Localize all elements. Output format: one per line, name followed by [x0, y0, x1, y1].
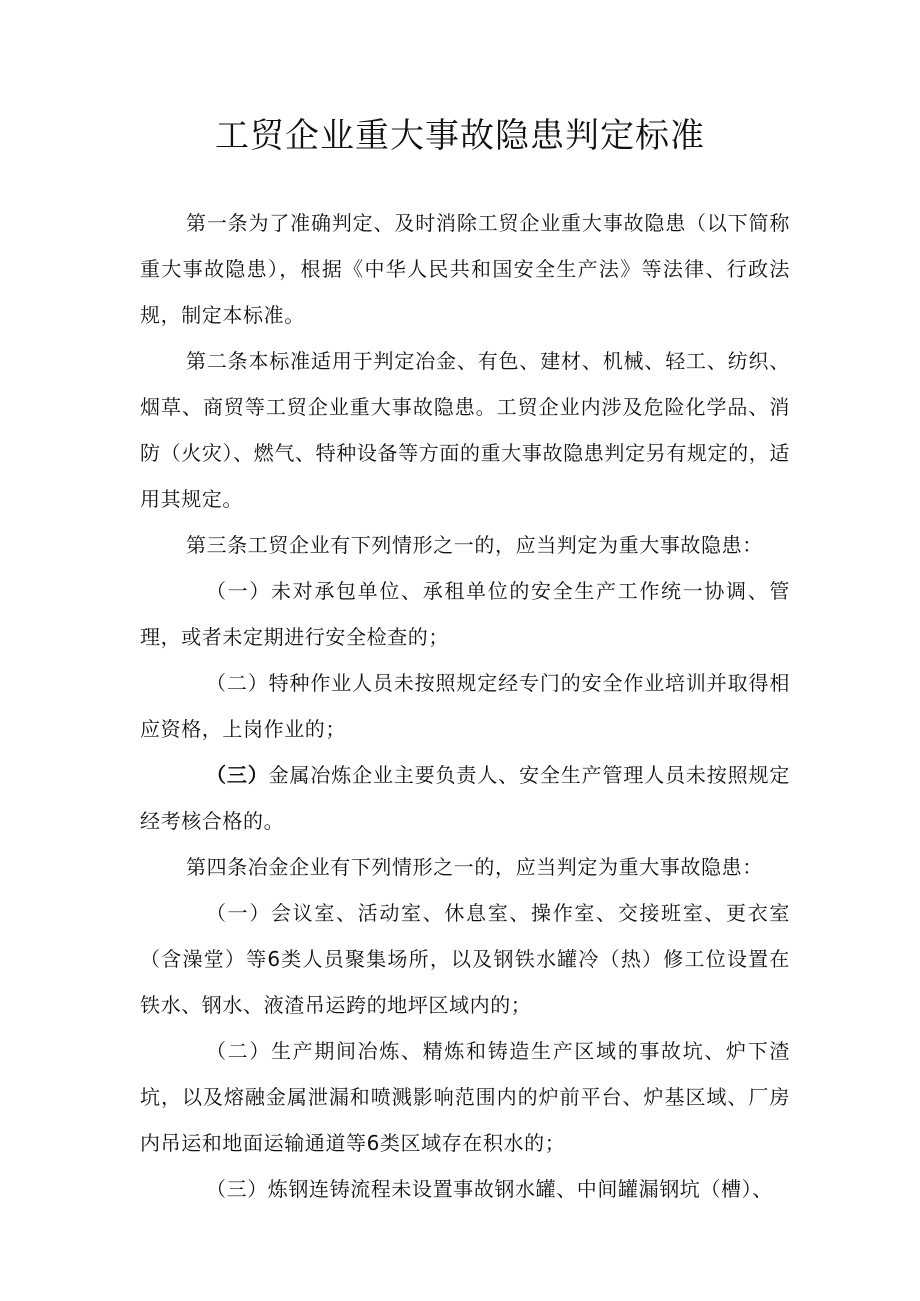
document-body: [140, 200, 790, 1212]
article-3-item-2: （二）特种作业人员未按照规定经专门的安全作业培训并取得相应资格，上岗作业的；: [140, 671, 790, 741]
article-1: 第一条为了准确判定、及时消除工贸企业重大事故隐患（以下简称重大事故隐患），根据《中华人民共和国安全生产法》等法律、行政法规，制定本标准。: [140, 211, 790, 327]
article-4-item-1: （一）会议室、活动室、休息室、操作室、交接班室、更衣室（含澡堂）等6类人员聚集场所，以及钢铁水罐冷（热）修工位设置在铁水、钢水、液渣吊运跨的地坪区域内的；: [140, 901, 790, 1017]
article-4-intro: 第四条冶金企业有下列情形之一的，应当判定为重大事故隐患：: [186, 855, 763, 879]
article-2: 第二条本标准适用于判定冶金、有色、建材、机械、轻工、纺织、烟草、商贸等工贸企业重大事故隐患。工贸企业内涉及危险化学品、消防（火灾）、燃气、特种设备等方面的重大事故隐患判定另有规定的，适用其规定。: [140, 349, 790, 511]
article-3-item-3: [140, 752, 790, 844]
article-4-item-2: （二）生产期间冶炼、精炼和铸造生产区域的事故坑、炉下渣坑，以及熔融金属泄漏和喷溅影响范围内的炉前平台、炉基区域、厂房内吊运和地面运输通道等6类区域存在积水的；: [140, 1039, 790, 1155]
article-4-item-3: （三）炼钢连铸流程未设置事故钢水罐、中间罐漏钢坑（槽）、: [206, 1177, 773, 1201]
document-title: 工贸企业重大事故隐患判定标准: [215, 116, 705, 156]
article-3-item-1: （一）未对承包单位、承租单位的安全生产工作统一协调、管理，或者未定期进行安全检查的；: [140, 579, 790, 649]
article-3-item-3-text: 金属冶炼企业主要负责人、安全生产管理人员未按照规定经考核合格的。: [140, 763, 790, 833]
article-3-intro: 第三条工贸企业有下列情形之一的，应当判定为重大事故隐患：: [186, 533, 763, 557]
article-3-item-3-label: （三）: [206, 763, 269, 787]
